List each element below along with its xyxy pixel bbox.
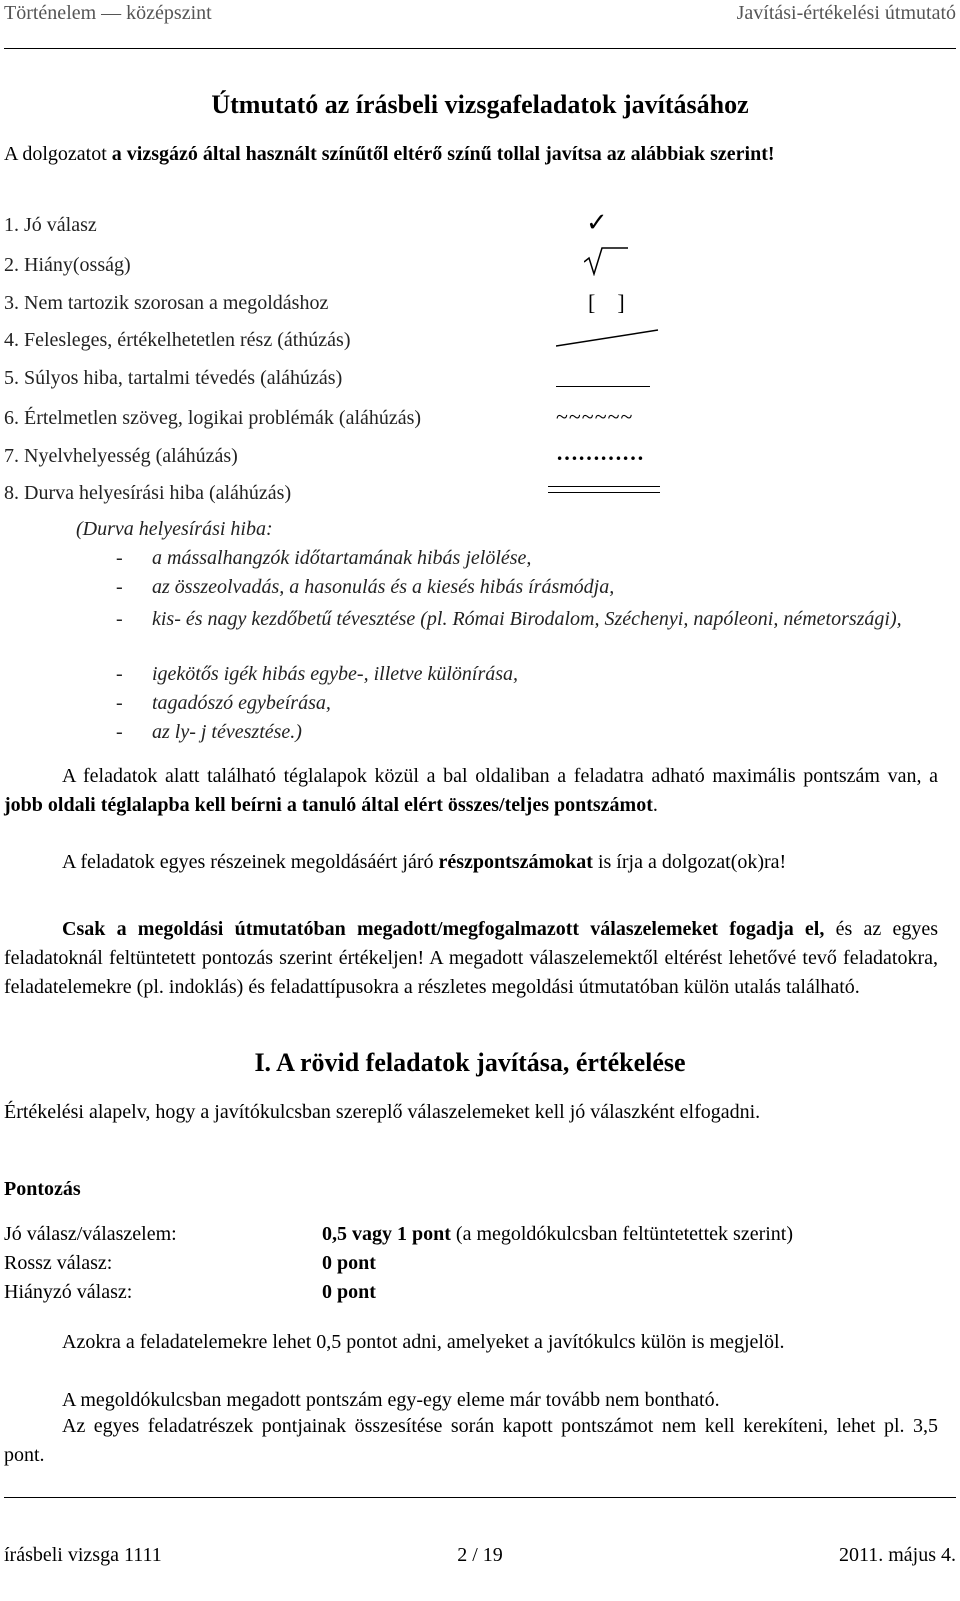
mark-item-7: 7. Nyelvhelyesség (aláhúzás) — [4, 445, 238, 467]
strikethrough-icon — [556, 326, 660, 353]
spelling-note-intro: (Durva helyesírási hiba: — [76, 518, 273, 540]
note-paragraph: Azokra a feladatelemekre lehet 0,5 pontot adni, amelyeket a javítókulcs külön is megjelöl. — [62, 1331, 785, 1353]
accept-answers-paragraph: Csak a megoldási útmutatóban megadott/megfogalmazott válaszelemeket fogadja el, és az egyes feladatoknál feltüntetett pontozás szerint értékeljen! A megadott válaszelemektől eltérést lehetővé tevő feladatokra, feladatelemekre (pl. indoklás) és feladattípusokra a részletes megoldási útmutatóban külön utalás található. — [4, 918, 939, 998]
section-title: I. A rövid feladatok javítása, értékelése — [254, 1048, 686, 1077]
scoring-value: 0 pont — [322, 1281, 376, 1303]
dotted-line-icon: ………… — [556, 440, 644, 465]
intro-paragraph — [4, 140, 938, 169]
missing-mark-icon — [584, 246, 630, 281]
wavy-line-icon: ~~~~~~ — [556, 404, 634, 429]
double-underline-icon — [548, 486, 660, 493]
partial-points-paragraph: A feladatok egyes részeinek megoldásáért járó részpontszámokat is írja a dolgozat(ok)ra! — [62, 851, 787, 873]
page-number: 2 / 19 — [457, 1544, 503, 1566]
header-left: Történelem — középszint — [4, 2, 212, 24]
footer-right: 2011. május 4. — [838, 1544, 956, 1566]
mark-item-1: 1. Jó válasz — [4, 214, 97, 236]
header-right: Javítási-értékelési útmutató — [736, 2, 956, 24]
underline-icon — [556, 386, 650, 387]
scoring-label: Hiányzó válasz: — [4, 1281, 133, 1303]
mark-item-5: 5. Súlyos hiba, tartalmi tévedés (aláhúzás) — [4, 367, 343, 389]
scoring-label: Rossz válasz: — [4, 1252, 113, 1274]
intro-bold: a vizsgázó által használt színűtől eltérő színű tollal javítsa az alábbiak szerint! — [111, 143, 775, 165]
brackets-icon: [ ] — [588, 290, 625, 315]
scoring-value: 0,5 vagy 1 pont (a megoldókulcsban feltüntetettek szerint) — [322, 1223, 794, 1245]
checkmark-icon: ✓ — [586, 208, 608, 237]
scoring-label: Jó válasz/válaszelem: — [4, 1223, 177, 1245]
scoring-boxes-paragraph: A feladatok alatt található téglalapok közül a bal oldaliban a feladatra adható maximális pontszám van, a jobb oldali téglalapba kell beírni a tanuló által elért összes/teljes pontszámot. — [4, 765, 938, 816]
footer-left: írásbeli vizsga 1111 — [4, 1544, 162, 1566]
spelling-item: - tagadószó egybeírása, — [116, 692, 331, 714]
scoring-heading: Pontozás — [4, 1178, 81, 1200]
intro-normal: A dolgozatot — [4, 143, 112, 165]
mark-item-6: 6. Értelmetlen szöveg, logikai problémák (aláhúzás) — [4, 407, 422, 429]
spelling-item: - az ly- j tévesztése.) — [116, 721, 302, 743]
mark-item-3: 3. Nem tartozik szorosan a megoldáshoz — [4, 292, 329, 314]
header-rule — [4, 48, 956, 49]
footer-rule — [4, 1497, 956, 1498]
mark-item-2: 2. Hiány(osság) — [4, 254, 131, 276]
mark-item-8: 8. Durva helyesírási hiba (aláhúzás) — [4, 482, 292, 504]
principle-paragraph: Értékelési alapelv, hogy a javítókulcsban szereplő válaszelemeket kell jó válaszként elfogadni. — [4, 1101, 761, 1123]
spelling-item: - igekötős igék hibás egybe-, illetve különírása, — [116, 663, 519, 685]
page-title: Útmutató az írásbeli vizsgafeladatok javításához — [211, 90, 749, 119]
spelling-item: - a mássalhangzók időtartamának hibás jelölése, — [116, 547, 532, 569]
note-paragraph: Az egyes feladatrészek pontjainak összesítése során kapott pontszámot nem kell kerekíteni, lehet pl. 3,5 pont. — [4, 1415, 938, 1466]
note-paragraph: A megoldókulcsban megadott pontszám egy-egy eleme már tovább nem bontható. — [62, 1389, 720, 1411]
scoring-value: 0 pont — [322, 1252, 376, 1274]
mark-item-4: 4. Felesleges, értékelhetetlen rész (áthúzás) — [4, 329, 351, 351]
spelling-item: - kis- és nagy kezdőbetű tévesztése (pl. Római Birodalom, Széchenyi, napóleoni, németországi), — [116, 608, 902, 630]
spelling-item: - az összeolvadás, a hasonulás és a kiesés hibás írásmódja, — [116, 576, 615, 598]
